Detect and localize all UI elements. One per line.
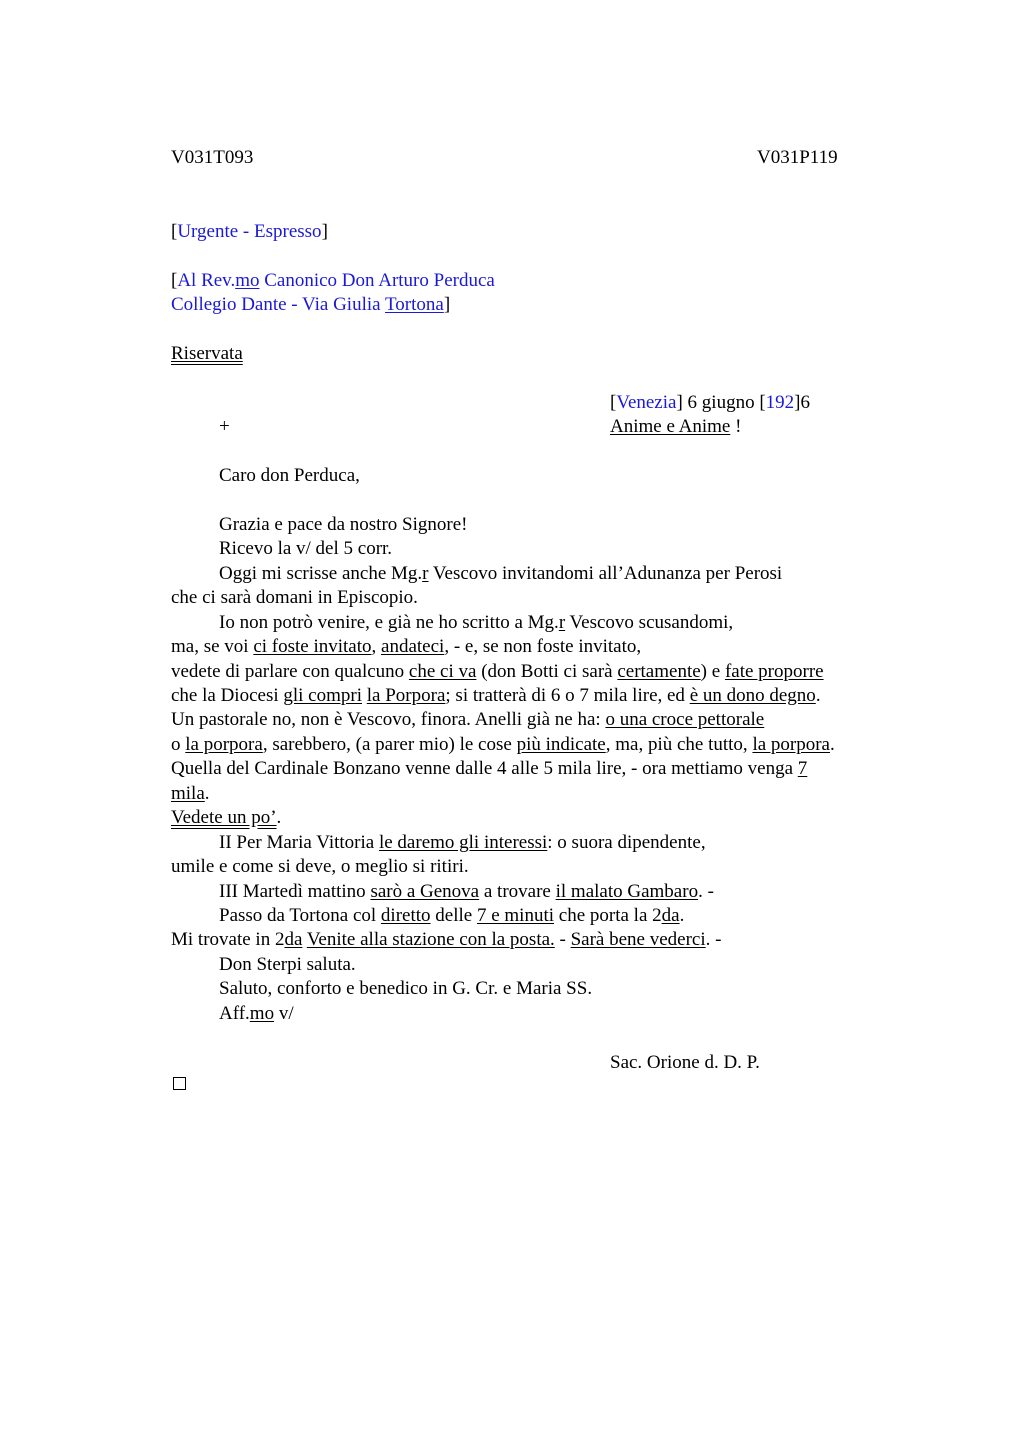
body-line: Ricevo la v/ del 5 corr. [219,538,393,559]
signature: Sac. Orione d. D. P. [610,1052,760,1073]
document-code-left: V031T093 [171,147,254,168]
body-line: che ci sarà domani in Episcopio. [171,587,418,608]
address-line-2: Collegio Dante - Via Giulia Tortona] [171,294,451,315]
motto: Anime e Anime ! [610,416,742,437]
salutation: Caro don Perduca, [219,465,360,486]
body-line: Saluto, conforto e benedico in G. Cr. e Maria SS. [219,978,593,999]
body-line: Mi trovate in 2da Venite alla stazione con la posta. - Sarà bene vederci. - [171,929,722,950]
empty-square-icon [173,1077,186,1090]
cross-symbol: + [219,416,230,437]
document-code-right: V031P119 [757,147,838,168]
body-line: Passo da Tortona col diretto delle 7 e minuti che porta la 2da. [219,905,685,926]
body-line: che la Diocesi gli compri la Porpora; si tratterà di 6 o 7 mila lire, ed è un dono degno. [171,685,821,706]
body-line: vedete di parlare con qualcuno che ci va (don Botti ci sarà certamente) e fate proporre [171,661,824,682]
body-line: Vedete un po’. [171,807,282,828]
closing-line: Aff.mo v/ [219,1003,294,1024]
address-line-1: [Al Rev.mo Canonico Don Arturo Perduca [171,270,495,291]
body-line: III Martedì mattino sarò a Genova a trovare il malato Gambaro. - [219,881,714,902]
body-line: o la porpora, sarebbero, (a parer mio) le cose più indicate, ma, più che tutto, la porpora. [171,734,835,755]
body-line: ma, se voi ci foste invitato, andateci, - e, se non foste invitato, [171,636,642,657]
body-line: Grazia e pace da nostro Signore! [219,514,468,535]
dateline: [Venezia] 6 giugno [192]6 [610,392,810,413]
body-line: II Per Maria Vittoria le daremo gli interessi: o suora dipendente, [219,832,706,853]
body-line: Oggi mi scrisse anche Mg.r Vescovo invitandomi all’Adunanza per Perosi [219,563,783,584]
urgent-note: [Urgente - Espresso] [171,221,328,242]
riservata-label: Riservata [171,343,243,364]
body-line: Un pastorale no, non è Vescovo, finora. Anelli già ne ha: o una croce pettorale [171,709,765,730]
body-line: Io non potrò venire, e già ne ho scritto a Mg.r Vescovo scusandomi, [219,612,734,633]
body-line: Quella del Cardinale Bonzano venne dalle 4 alle 5 mila lire, - ora mettiamo venga 7 [171,758,808,779]
body-line: mila. [171,783,210,804]
body-line: umile e come si deve, o meglio si ritiri. [171,856,469,877]
body-line: Don Sterpi saluta. [219,954,356,975]
